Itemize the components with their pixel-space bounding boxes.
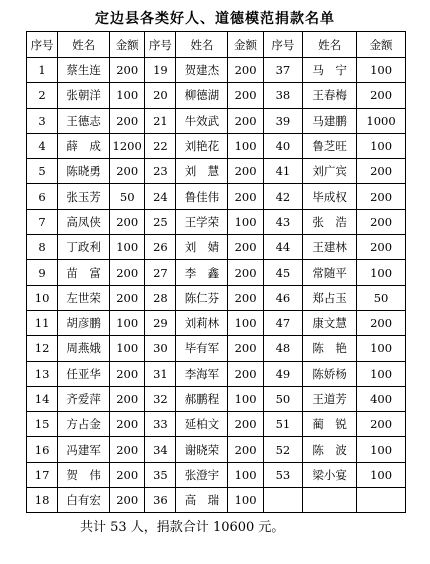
cell-index: 11: [27, 310, 58, 335]
cell-name: 谢晓荣: [176, 437, 228, 462]
cell-amount: 100: [228, 462, 263, 487]
cell-index: 14: [27, 386, 58, 411]
cell-index: 49: [263, 361, 302, 386]
cell-name: 张玉芳: [58, 184, 110, 209]
cell-amount: 100: [110, 83, 145, 108]
cell-name: 王道芳: [303, 386, 357, 411]
cell-name: 胡彦鹏: [58, 310, 110, 335]
cell-name: 延柏文: [176, 412, 228, 437]
cell-amount: 100: [357, 336, 406, 361]
cell-name: 马 宁: [303, 58, 357, 83]
cell-name: 鲁芝旺: [303, 133, 357, 158]
cell-index: 46: [263, 285, 302, 310]
column-header-name: 姓名: [176, 32, 228, 58]
cell-index: 42: [263, 184, 302, 209]
column-header-amount: 金额: [228, 32, 263, 58]
cell-amount: 100: [357, 133, 406, 158]
cell-name: 苗 富: [58, 260, 110, 285]
cell-amount: 200: [110, 361, 145, 386]
cell-index: 39: [263, 108, 302, 133]
cell-index: 8: [27, 235, 58, 260]
cell-amount: 100: [357, 58, 406, 83]
cell-index: 38: [263, 83, 302, 108]
cell-name: 白有宏: [58, 488, 110, 513]
cell-amount: 100: [228, 488, 263, 513]
cell-name: 陈晓勇: [58, 159, 110, 184]
cell-name: 张 浩: [303, 209, 357, 234]
cell-name: 牛效武: [176, 108, 228, 133]
cell-name: [303, 488, 357, 513]
cell-name: 蔺 锐: [303, 412, 357, 437]
table-row: [27, 159, 406, 184]
column-header-index: 序号: [27, 32, 58, 58]
cell-name: 冯建军: [58, 437, 110, 462]
cell-amount: 100: [357, 260, 406, 285]
cell-name: 毕有军: [176, 336, 228, 361]
cell-name: 郝鹏程: [176, 386, 228, 411]
column-header-index: 序号: [263, 32, 302, 58]
cell-amount: 200: [357, 184, 406, 209]
cell-amount: 200: [228, 235, 263, 260]
cell-index: 22: [145, 133, 176, 158]
cell-amount: 100: [228, 310, 263, 335]
cell-amount: 100: [357, 437, 406, 462]
cell-name: 左世荣: [58, 285, 110, 310]
cell-amount: 100: [110, 310, 145, 335]
cell-index: 3: [27, 108, 58, 133]
table-header-row: [27, 32, 406, 58]
cell-amount: 200: [228, 260, 263, 285]
cell-name: 鲁佳伟: [176, 184, 228, 209]
cell-amount: 100: [228, 209, 263, 234]
cell-amount: 200: [357, 412, 406, 437]
cell-index: 37: [263, 58, 302, 83]
table-row: [27, 336, 406, 361]
cell-name: 郑占玉: [303, 285, 357, 310]
cell-amount: [357, 488, 406, 513]
cell-amount: 200: [228, 412, 263, 437]
column-header-name: 姓名: [303, 32, 357, 58]
cell-index: 45: [263, 260, 302, 285]
cell-index: 17: [27, 462, 58, 487]
cell-amount: 200: [110, 209, 145, 234]
table-row: [27, 235, 406, 260]
cell-index: 10: [27, 285, 58, 310]
cell-index: 41: [263, 159, 302, 184]
cell-index: 43: [263, 209, 302, 234]
cell-amount: 100: [228, 386, 263, 411]
cell-name: 陈 波: [303, 437, 357, 462]
cell-index: [263, 488, 302, 513]
column-header-amount: 金额: [110, 32, 145, 58]
cell-name: 王建林: [303, 235, 357, 260]
cell-name: 柳德湖: [176, 83, 228, 108]
cell-index: 32: [145, 386, 176, 411]
cell-name: 李 鑫: [176, 260, 228, 285]
table-row: [27, 361, 406, 386]
cell-name: 贺建杰: [176, 58, 228, 83]
donor-table: [26, 31, 406, 513]
cell-name: 丁政利: [58, 235, 110, 260]
cell-index: 28: [145, 285, 176, 310]
cell-amount: 200: [357, 310, 406, 335]
cell-name: 李海军: [176, 361, 228, 386]
cell-amount: 50: [110, 184, 145, 209]
cell-amount: 200: [228, 184, 263, 209]
table-row: [27, 58, 406, 83]
cell-amount: 50: [357, 285, 406, 310]
table-row: [27, 437, 406, 462]
cell-amount: 100: [110, 235, 145, 260]
cell-amount: 100: [357, 361, 406, 386]
cell-amount: 200: [110, 260, 145, 285]
cell-name: 任亚华: [58, 361, 110, 386]
cell-name: 张朝洋: [58, 83, 110, 108]
cell-index: 9: [27, 260, 58, 285]
table-row: [27, 260, 406, 285]
cell-name: 高凤侠: [58, 209, 110, 234]
cell-name: 刘 婧: [176, 235, 228, 260]
cell-index: 13: [27, 361, 58, 386]
cell-index: 48: [263, 336, 302, 361]
cell-index: 25: [145, 209, 176, 234]
cell-name: 毕成权: [303, 184, 357, 209]
document-title: 定边县各类好人、道德模范捐款名单: [95, 11, 335, 27]
cell-index: 23: [145, 159, 176, 184]
table-row: [27, 386, 406, 411]
cell-index: 15: [27, 412, 58, 437]
column-header-name: 姓名: [58, 32, 110, 58]
cell-name: 齐爱萍: [58, 386, 110, 411]
cell-index: 19: [145, 58, 176, 83]
cell-index: 33: [145, 412, 176, 437]
cell-index: 4: [27, 133, 58, 158]
cell-amount: 200: [110, 159, 145, 184]
cell-index: 21: [145, 108, 176, 133]
cell-index: 16: [27, 437, 58, 462]
cell-index: 1: [27, 58, 58, 83]
cell-index: 30: [145, 336, 176, 361]
cell-name: 张澄宇: [176, 462, 228, 487]
table-row: [27, 462, 406, 487]
cell-amount: 200: [228, 285, 263, 310]
cell-name: 方占金: [58, 412, 110, 437]
cell-name: 陈娇杨: [303, 361, 357, 386]
cell-name: 高 瑞: [176, 488, 228, 513]
cell-amount: 200: [110, 412, 145, 437]
cell-amount: 200: [110, 437, 145, 462]
cell-name: 陈 艳: [303, 336, 357, 361]
cell-name: 刘艳花: [176, 133, 228, 158]
cell-amount: 200: [228, 361, 263, 386]
cell-index: 44: [263, 235, 302, 260]
table-row: [27, 285, 406, 310]
cell-name: 刘 慧: [176, 159, 228, 184]
cell-amount: 400: [357, 386, 406, 411]
table-row: [27, 108, 406, 133]
cell-index: 26: [145, 235, 176, 260]
table-row: [27, 184, 406, 209]
cell-index: 51: [263, 412, 302, 437]
cell-index: 53: [263, 462, 302, 487]
table-row: [27, 133, 406, 158]
table-row: [27, 488, 406, 513]
cell-name: 薛 成: [58, 133, 110, 158]
cell-name: 刘广宾: [303, 159, 357, 184]
cell-amount: 1200: [110, 133, 145, 158]
cell-amount: 200: [228, 336, 263, 361]
table-body: [27, 58, 406, 513]
cell-amount: 200: [110, 386, 145, 411]
cell-amount: 100: [110, 336, 145, 361]
cell-index: 27: [145, 260, 176, 285]
cell-index: 5: [27, 159, 58, 184]
cell-amount: 200: [228, 83, 263, 108]
cell-amount: 200: [110, 108, 145, 133]
cell-name: 马建鹏: [303, 108, 357, 133]
cell-index: 47: [263, 310, 302, 335]
cell-amount: 100: [357, 462, 406, 487]
cell-amount: 200: [110, 285, 145, 310]
cell-name: 王春梅: [303, 83, 357, 108]
cell-index: 31: [145, 361, 176, 386]
cell-name: 梁小宴: [303, 462, 357, 487]
cell-amount: 100: [228, 133, 263, 158]
column-header-amount: 金额: [357, 32, 406, 58]
cell-name: 刘莉林: [176, 310, 228, 335]
cell-index: 29: [145, 310, 176, 335]
cell-name: 周燕娥: [58, 336, 110, 361]
cell-name: 王德志: [58, 108, 110, 133]
cell-name: 王学荣: [176, 209, 228, 234]
cell-name: 常随平: [303, 260, 357, 285]
cell-index: 24: [145, 184, 176, 209]
table-row: [27, 209, 406, 234]
cell-index: 35: [145, 462, 176, 487]
column-header-index: 序号: [145, 32, 176, 58]
cell-index: 7: [27, 209, 58, 234]
cell-amount: 200: [228, 437, 263, 462]
cell-amount: 200: [110, 488, 145, 513]
cell-amount: 200: [357, 83, 406, 108]
table-row: [27, 83, 406, 108]
cell-index: 6: [27, 184, 58, 209]
cell-amount: 200: [228, 58, 263, 83]
cell-index: 2: [27, 83, 58, 108]
summary-total: 共计 53 人，捐款合计 10600 元。: [80, 520, 285, 535]
cell-name: 康文慧: [303, 310, 357, 335]
cell-index: 18: [27, 488, 58, 513]
cell-name: 贺 伟: [58, 462, 110, 487]
cell-amount: 1000: [357, 108, 406, 133]
cell-amount: 200: [357, 209, 406, 234]
cell-amount: 200: [110, 58, 145, 83]
cell-amount: 200: [357, 159, 406, 184]
cell-name: 陈仁芬: [176, 285, 228, 310]
cell-amount: 200: [228, 159, 263, 184]
table-row: [27, 310, 406, 335]
cell-amount: 200: [228, 108, 263, 133]
cell-amount: 200: [357, 235, 406, 260]
cell-index: 50: [263, 386, 302, 411]
cell-name: 蔡生连: [58, 58, 110, 83]
cell-index: 34: [145, 437, 176, 462]
table-row: [27, 412, 406, 437]
cell-index: 40: [263, 133, 302, 158]
cell-index: 52: [263, 437, 302, 462]
cell-index: 20: [145, 83, 176, 108]
cell-index: 12: [27, 336, 58, 361]
cell-amount: 200: [110, 462, 145, 487]
cell-index: 36: [145, 488, 176, 513]
